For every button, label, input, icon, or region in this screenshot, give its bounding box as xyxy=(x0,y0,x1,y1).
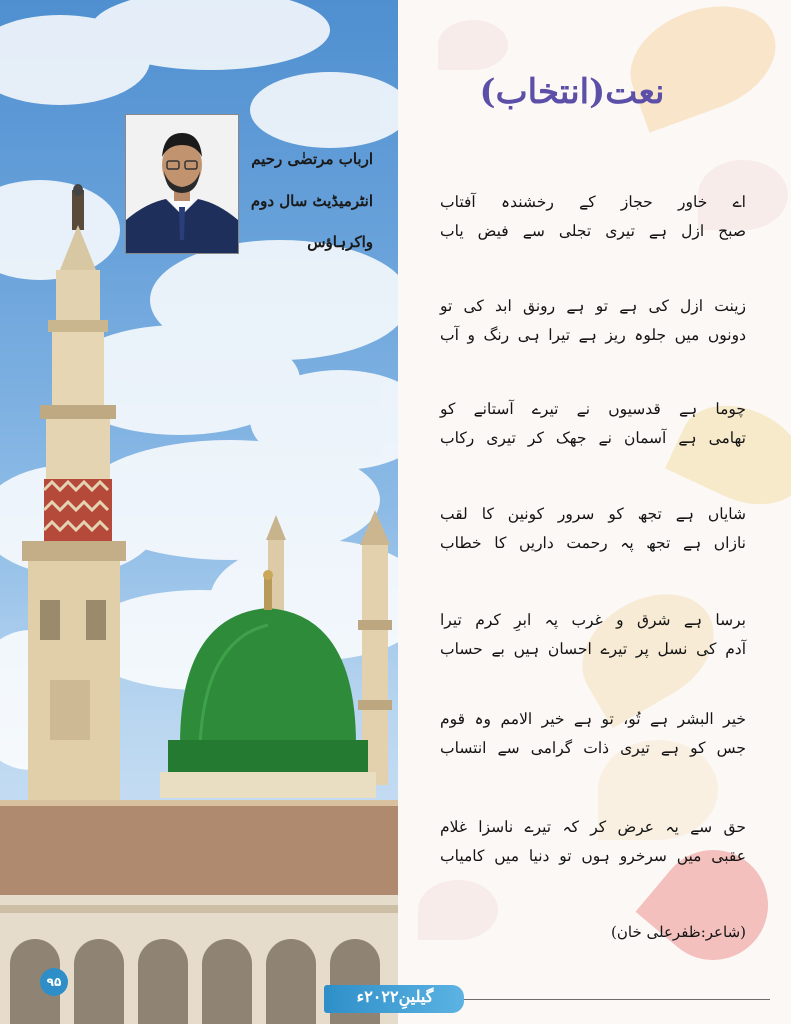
stanza-6 xyxy=(440,705,746,763)
petal-decoration xyxy=(615,0,790,133)
verse-line: خیر البشر ہے تُو، تو ہے خیر الامم وہ قوم xyxy=(440,710,746,728)
verse-line: عقبی میں سرخرو ہوں تو دنیا میں کامیاب xyxy=(440,847,746,865)
verse-line: تھامی ہے آسمان نے جھک کر تیری رکاب xyxy=(440,429,746,447)
verse-line: حق سے یہ عرض کر کہ تیرے ناسزا غلام xyxy=(440,818,746,836)
verse-line: شایاں ہے تجھ کو سرور کونین کا لقب xyxy=(440,505,746,523)
magazine-name: گیلینِ۲۰۲۲ء xyxy=(356,987,434,1006)
stanza-2 xyxy=(440,292,746,350)
verse-line: زینت ازل کی ہے تو ہے رونق ابد کی تو xyxy=(440,297,746,315)
stanza-5 xyxy=(440,606,746,664)
author-house: واکرہاؤس xyxy=(307,233,373,251)
author-name: ارباب مرتضٰی رحیم xyxy=(251,150,373,168)
stanza-7 xyxy=(440,813,746,871)
petal-decoration xyxy=(438,20,508,70)
footer-divider xyxy=(464,999,770,1000)
portrait-image xyxy=(126,115,238,253)
verse-line: نازاں ہے تجھ پہ رحمت داریں کا خطاب xyxy=(440,534,746,552)
stanza-3 xyxy=(440,395,746,453)
stanza-1 xyxy=(440,188,746,246)
verse-line: جس کو ہے تیری ذات گرامی سے انتساب xyxy=(440,739,746,757)
verse-line: برسا ہے شرق و غرب پہ ابرِ کرم تیرا xyxy=(440,611,746,629)
page-number: ۹۵ xyxy=(40,968,68,996)
verse-line: اے خاور حجاز کے رخشندہ آفتاب xyxy=(440,193,746,211)
verse-line: آدم کی نسل پر تیرے احسان ہیں بے حساب xyxy=(440,640,746,658)
poet-credit: (شاعر:ظفرعلی خان) xyxy=(611,923,746,941)
verse-line: دونوں میں جلوہ ریز ہے تیرا ہی رنگ و آب xyxy=(440,326,746,344)
stanza-4 xyxy=(440,500,746,558)
verse-line: چوما ہے قدسیوں نے تیرے آستانے کو xyxy=(440,400,746,418)
poem-title: نعت(انتخاب) xyxy=(479,72,665,112)
author-class: انٹرمیڈیٹ سال دوم xyxy=(250,192,373,210)
author-photo xyxy=(125,114,239,254)
verse-line: صبح ازل ہے تیری تجلی سے فیض یاب xyxy=(440,222,746,240)
